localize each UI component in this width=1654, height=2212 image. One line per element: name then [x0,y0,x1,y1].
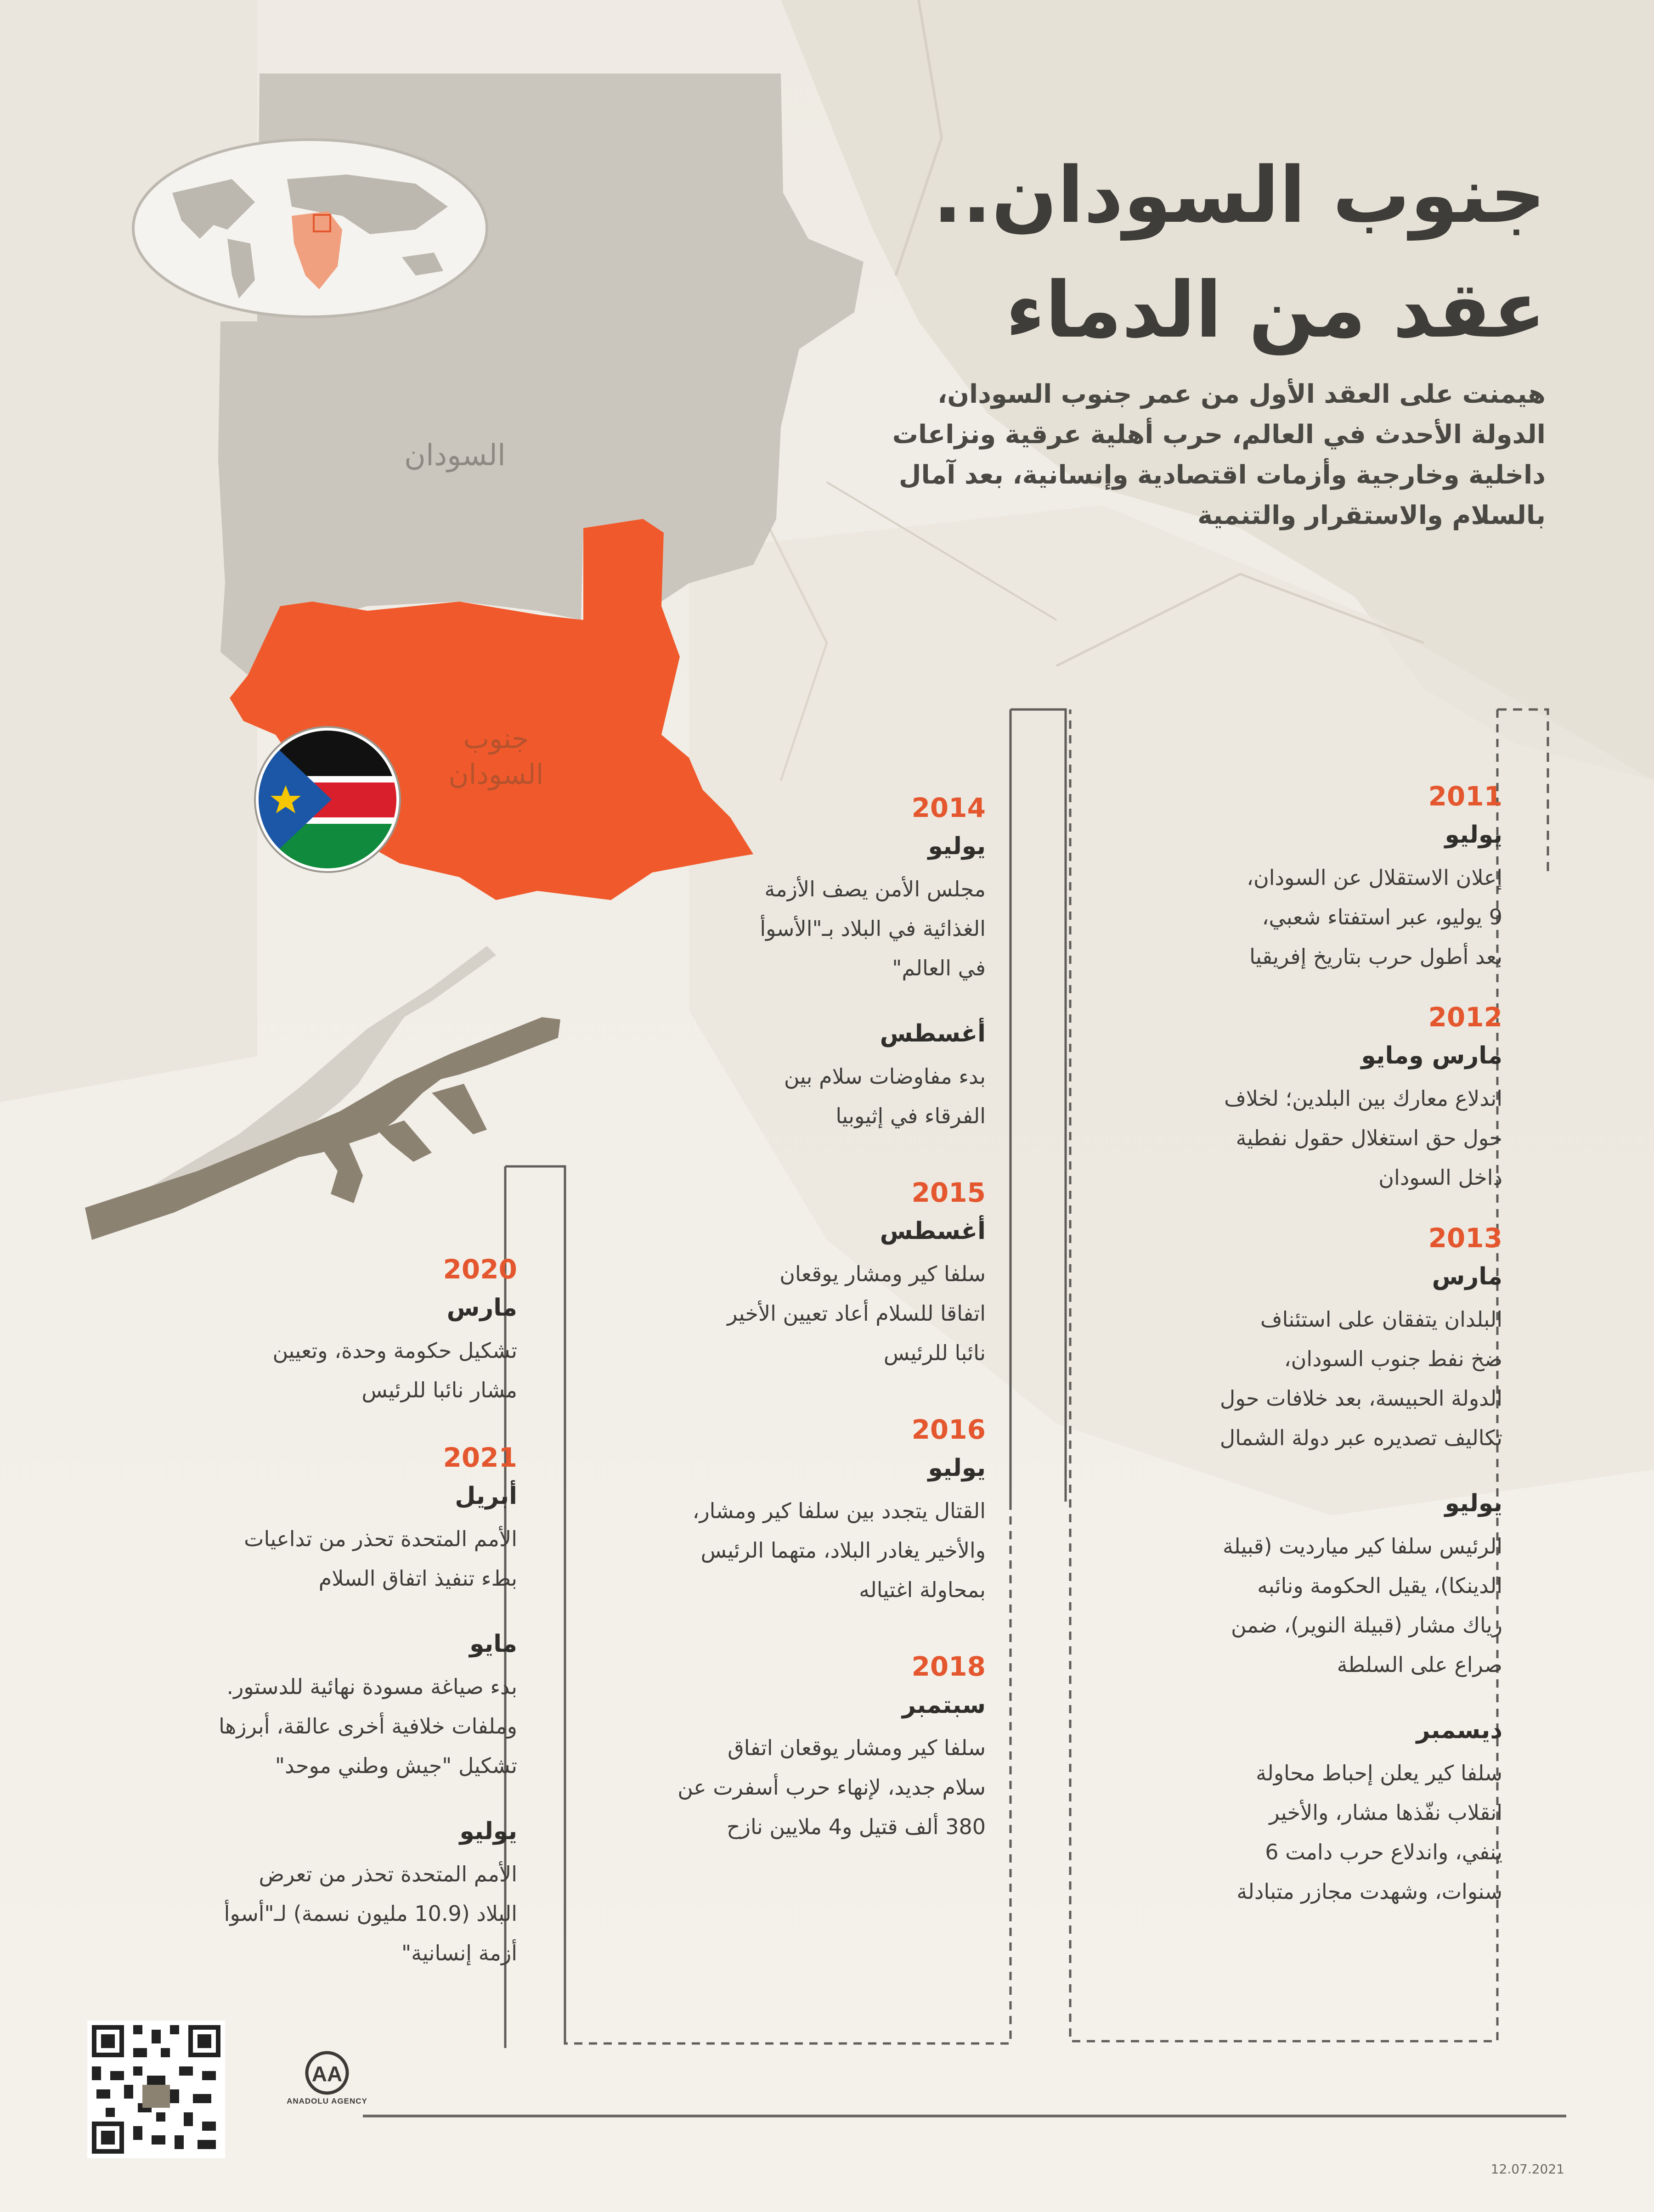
event-text: الفرقاء في إثيوبيا [835,1103,986,1128]
event-text: والأخير يغادر البلاد، متهما الرئيس [700,1538,986,1563]
event-text: إعلان الاستقلال عن السودان، [1247,865,1502,890]
event-text: سنوات، وشهدت مجازر متبادلة [1236,1879,1502,1904]
event-text: سلفا كير يعلن إحباط محاولة [1256,1761,1502,1785]
publish-date: 12.07.2021 [1490,2161,1564,2177]
year-2020: 2020 [443,1254,517,1285]
event-text: بطء تنفيذ اتفاق السلام [318,1566,517,1591]
map-label-line: السودان [448,759,544,791]
event-text: نائبا للرئيس [883,1340,986,1365]
year-2015: 2015 [911,1177,986,1208]
event-text: سلفا كير ومشار يوقعان [779,1261,986,1286]
year-2018: 2018 [911,1651,986,1682]
anadolu-logo-letters: AA [311,2062,343,2086]
event-text: الأمم المتحدة تحذر من تداعيات [244,1526,517,1551]
year-2016: 2016 [911,1414,986,1445]
qr-code-icon[interactable] [87,2021,225,2158]
event-text: البلاد (10.9 مليون نسمة) لـ"أسوأ [224,1901,517,1926]
event-text: صراع على السلطة [1337,1652,1502,1677]
event-text: تشكيل "جيش وطني موحد" [275,1753,517,1778]
event-text: تكاليف تصديره عبر دولة الشمال [1219,1425,1502,1450]
event-text: مجلس الأمن يصف الأزمة [764,877,986,901]
event-text: سلفا كير ومشار يوقعان اتفاق [728,1735,986,1760]
month-label: مارس ومايو [1361,1042,1502,1069]
timeline-column-right [951,781,1502,1911]
month-label: مارس [446,1294,517,1322]
event-text: 380 ألف قتيل و4 ملايين نازح [727,1814,986,1839]
event-text: انقلاب نفّذها مشار، والأخير [1269,1800,1502,1825]
event-text: الأمم المتحدة تحذر من تعرض [259,1862,517,1886]
event-text: بعد أطول حرب بتاريخ إفريقيا [1249,944,1502,969]
event-text: الرئيس سلفا كير ميارديت (قبيلة [1222,1534,1502,1559]
title-line-1: جنوب السودان.. [932,150,1546,240]
lead-line: الدولة الأحدث في العالم، حرب أهلية عرقية ونزاعات [892,420,1546,450]
month-label: يوليو [459,1818,517,1845]
event-text: ضخ نفط جنوب السودان، [1284,1346,1502,1371]
title-line-2: عقد من الدماء [1005,265,1546,355]
event-text: ينفي، واندلاع حرب دامت 6 [1265,1840,1502,1864]
event-text: داخل السودان [1378,1165,1502,1190]
month-label: مارس [1432,1263,1502,1290]
anadolu-logo-mark [297,2049,357,2095]
year-2012: 2012 [1428,1002,1502,1033]
event-text: حول حق استغلال حقول نفطية [1236,1126,1502,1150]
month-label: يوليو [928,833,986,860]
event-text: اندلاع معارك بين البلدين؛ لخلاف [1224,1086,1502,1111]
event-text: الدولة الحبيسة، بعد خلافات حول [1219,1386,1502,1411]
agency-name: ANADOLU AGENCY [287,2097,367,2105]
month-label: ديسمبر [1416,1717,1502,1744]
event-text: 9 يوليو، عبر استفتاء شعبي، [1262,905,1502,929]
event-text: مشار نائبا للرئيس [361,1378,517,1402]
event-text: سلام جديد، لإنهاء حرب أسفرت عن [677,1775,986,1800]
month-label: أبريل [455,1482,517,1510]
month-label: مايو [469,1630,517,1658]
event-text: بدء صياغة مسودة نهائية للدستور. [226,1674,517,1699]
month-label: يوليو [928,1454,986,1482]
lead-line: بالسلام والاستقرار والتنمية [1197,501,1546,530]
year-2011: 2011 [1428,781,1502,812]
timeline-column-left [58,1254,517,1973]
month-label: يوليو [1445,821,1502,849]
year-2014: 2014 [911,792,986,823]
event-text: القتال يتجدد بين سلفا كير ومشار، [692,1498,986,1523]
event-text: في العالم" [892,956,986,980]
lead-line: داخلية وخارجية وأزمات اقتصادية وإنسانية، بعد آمال [898,460,1546,490]
month-label: يوليو [1445,1490,1502,1517]
event-text: الغذائية في البلاد بـ"الأسوأ [760,916,986,941]
year-2013: 2013 [1428,1222,1502,1254]
event-text: وملفات خلافية أخرى عالقة، أبرزها [219,1714,517,1739]
month-label: أغسطس [880,1020,986,1047]
map-label-line: جنوب [463,723,529,755]
event-text: بمحاولة اغتياله [859,1577,986,1602]
event-text: تشكيل حكومة وحدة، وتعيين [272,1338,517,1363]
footer-divider [363,2115,1566,2117]
event-text: اتفاقا للسلام أعاد تعيين الأخير [727,1301,986,1326]
year-2021: 2021 [443,1442,517,1473]
event-text: البلدان يتفقان على استئناف [1260,1307,1502,1332]
anadolu-logo-icon [281,2049,373,2106]
month-label: أغسطس [880,1217,986,1245]
event-text: رياك مشار (قبيلة النوير)، ضمن [1231,1613,1502,1638]
event-text: الدينكا)، يقيل الحكومة ونائبه [1257,1573,1502,1598]
map-label-sudan: السودان [404,439,506,473]
event-text: أزمة إنسانية" [401,1941,517,1965]
month-label: سبتمبر [902,1691,986,1719]
event-text: بدء مفاوضات سلام بين [784,1064,986,1089]
lead-line: هيمنت على العقد الأول من عمر جنوب السودان، [937,379,1546,409]
timeline-column-middle [435,792,986,1846]
